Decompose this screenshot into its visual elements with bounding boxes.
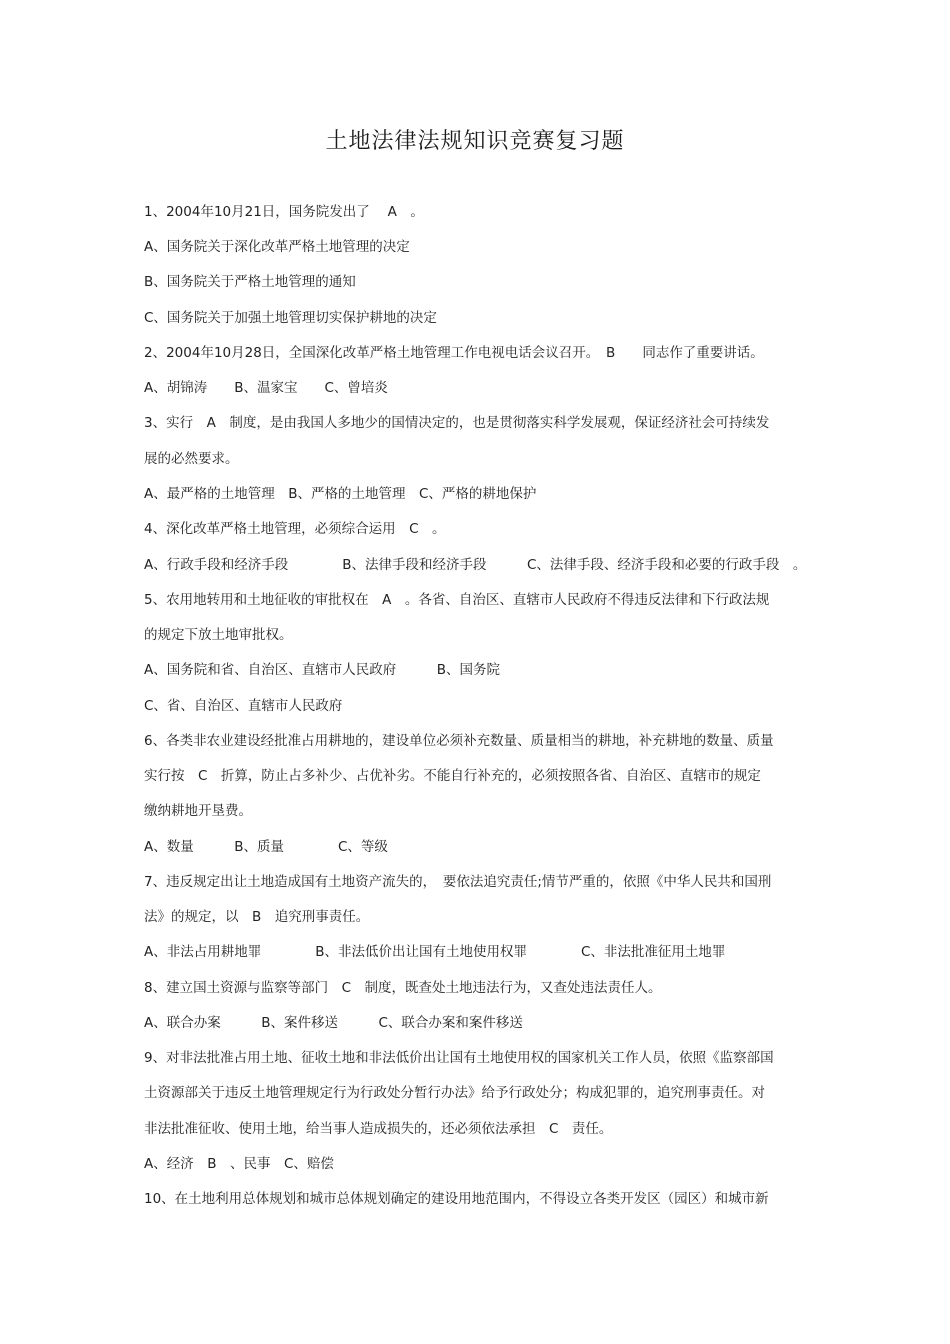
question-6-continued-2: 缴纳耕地开垦费。: [144, 803, 252, 819]
question-8-options: A、联合办案 B、案件移送 C、联合办案和案件移送: [144, 1015, 523, 1031]
question-7-continued: 法》的规定，以 B 追究刑事责任。: [144, 909, 370, 925]
question-3: 3、实行 A 制度，是由我国人多地少的国情决定的，也是贯彻落实科学发展观，保证经济社会可持续发: [144, 415, 770, 431]
question-1-option-a: A、国务院关于深化改革严格土地管理的决定: [144, 239, 410, 255]
question-10: 10、在土地利用总体规划和城市总体规划确定的建设用地范围内，不得设立各类开发区（园区）和城市新: [144, 1191, 769, 1207]
question-6-options: A、数量 B、质量 C、等级: [144, 839, 388, 855]
question-1-option-b: B、国务院关于严格土地管理的通知: [144, 274, 356, 290]
question-3-continued: 展的必然要求。: [144, 451, 239, 467]
question-9-continued-2: 非法批准征收、使用土地，给当事人造成损失的，还必须依法承担 C 责任。: [144, 1121, 613, 1137]
question-6-continued: 实行按 C 折算，防止占多补少、占优补劣。不能自行补充的，必须按照各省、自治区、直辖市的规定: [144, 768, 761, 784]
question-4: 4、深化改革严格土地管理，必须综合运用 C 。: [144, 521, 446, 537]
question-5-continued: 的规定下放土地审批权。: [144, 627, 293, 643]
question-7: 7、违反规定出让土地造成国有土地资产流失的， 要依法追究责任;情节严重的，依照《中华人民共和国刑: [144, 874, 772, 890]
question-1-option-c: C、国务院关于加强土地管理切实保护耕地的决定: [144, 310, 437, 326]
question-1: 1、2004年10月21日，国务院发出了 A 。: [144, 204, 424, 220]
question-5-option-c: C、省、自治区、直辖市人民政府: [144, 698, 343, 714]
question-2: 2、2004年10月28日，全国深化改革严格土地管理工作电视电话会议召开。 B 同志作了重要讲话。: [144, 345, 764, 361]
question-8: 8、建立国土资源与监察等部门 C 制度，既查处土地违法行为，又查处违法责任人。: [144, 980, 662, 996]
question-3-options: A、最严格的土地管理 B、严格的土地管理 C、严格的耕地保护: [144, 486, 537, 502]
question-2-options: A、胡锦涛 B、温家宝 C、曾培炎: [144, 380, 388, 396]
document-title: 土地法律法规知识竞赛复习题: [325, 129, 625, 154]
question-9: 9、对非法批准占用土地、征收土地和非法低价出让国有土地使用权的国家机关工作人员，依照《监察部国: [144, 1050, 774, 1066]
question-9-options: A、经济 B 、民事 C、赔偿: [144, 1156, 334, 1172]
question-5: 5、农用地转用和土地征收的审批权在 A 。各省、自治区、直辖市人民政府不得违反法律和下行政法规: [144, 592, 770, 608]
question-6: 6、各类非农业建设经批准占用耕地的，建设单位必须补充数量、质量相当的耕地，补充耕地的数量、质量: [144, 733, 774, 749]
question-9-continued: 土资源部关于违反土地管理规定行为行政处分暂行办法》给予行政处分；构成犯罪的，追究刑事责任。对: [144, 1085, 765, 1101]
question-7-options: A、非法占用耕地罪 B、非法低价出让国有土地使用权罪 C、非法批准征用土地罪: [144, 944, 726, 960]
question-4-options: A、行政手段和经济手段 B、法律手段和经济手段 C、法律手段、经济手段和必要的行政手段 。: [144, 557, 807, 573]
question-5-options-ab: A、国务院和省、自治区、直辖市人民政府 B、国务院: [144, 662, 500, 678]
